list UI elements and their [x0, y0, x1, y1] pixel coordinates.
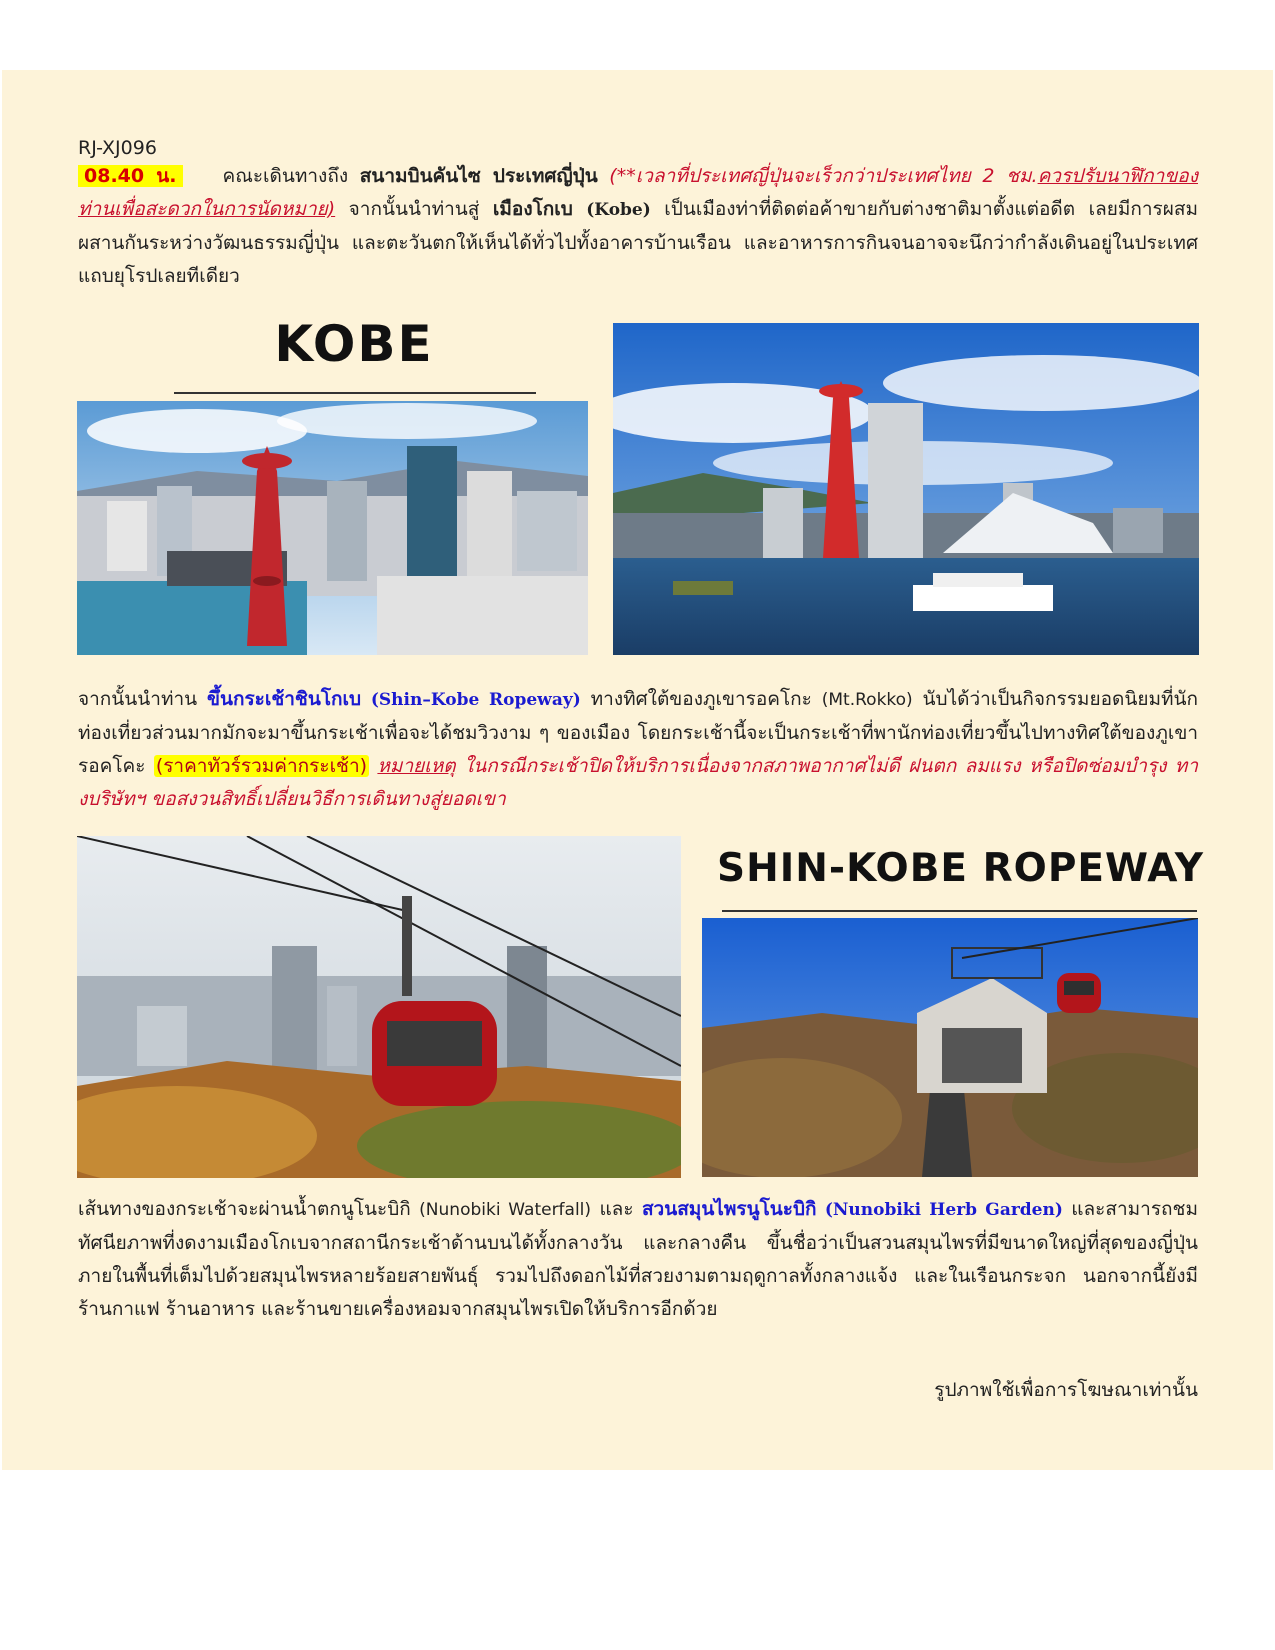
remark-label: หมายเหตุ	[377, 755, 456, 777]
kobe-heading: KOBE	[274, 315, 434, 373]
city-name: เมืองโกเบ	[492, 198, 573, 220]
ropeway-name: ขึ้นกระเช้าชินโกเบ	[206, 688, 362, 710]
ropeway-heading-underline	[722, 910, 1197, 912]
ropeway-gondola-photo	[77, 836, 681, 1178]
kobe-tower-city-photo	[77, 401, 588, 655]
ropeway-heading: SHIN-KOBE ROPEWAY	[717, 846, 1204, 891]
kobe-heading-underline	[174, 392, 536, 394]
airport-name: สนามบินคันไซ ประเทศญี่ปุ่น	[359, 165, 598, 187]
time-badge: 08.40 น.	[78, 165, 183, 187]
tour-code: RJ-XJ096	[78, 137, 157, 159]
kobe-port-photo	[613, 323, 1199, 655]
remark-text: ในกรณีกระเช้าปิดให้บริการเนื่องจากสภาพอากาศไม่ดี ฝนตก ลมแรง หรือปิดซ่อมบำรุง ทางบริษัทฯ ขอสงวนสิทธิ์เปลี่ยนวิธีการเดินทางสู่ยอดเขา	[78, 755, 1198, 810]
watch-adjust-note: ควรปรับนาฬิกาของท่านเพื่อสะดวกในการนัดหมาย)	[78, 165, 1198, 220]
paragraph-herb-garden: เส้นทางของกระเช้าจะผ่านน้ำตกนูโนะบิกิ (Nunobiki Waterfall) และ สวนสมุนไพรนูโนะบิกิ (Nunobiki Herb Garden) และสามารถชมทัศนียภาพที่งดงามเมืองโกเบจากสถานีกระเช้าด้านบนได้ทั้งกลางวัน และกลางคืน ขึ้นชื่อว่าเป็นสวนสมุนไพรที่มีขนาดใหญ่ที่สุดของญี่ปุ่น ภายในพื้นที่เต็มไปด้วยสมุนไพรหลายร้อยสายพันธุ์ รวมไปถึงดอกไม้ที่สวยงามตามฤดูกาลทั้งกลางแจ้ง และในเรือนกระจก นอกจากนี้ยังมีร้านกาแฟ ร้านอาหาร และร้านขายเครื่องหอมจากสมุนไพรเปิดให้บริการอีกด้วย	[78, 1198, 1198, 1320]
price-included-note: (ราคาทัวร์รวมค่ากระเช้า)	[155, 755, 368, 777]
herb-garden-name: สวนสมุนไพรนูโนะบิกิ	[641, 1198, 817, 1220]
paragraph-ropeway: จากนั้นนำท่าน ขึ้นกระเช้าชินโกเบ (Shin–Kobe Ropeway) ทางทิศใต้ของภูเขารอคโกะ (Mt.Rokko) นับได้ว่าเป็นกิจกรรมยอดนิยมที่นักท่องเที่ยวส่วนมากมักจะมาขึ้นกระเช้าเพื่อจะได้ชมวิวงาม ๆ ของเมือง โดยกระเช้านี้จะเป็นกระเช้าที่พานักท่องเที่ยวขึ้นไปทางทิศใต้ของภูเขารอคโคะ (ราคาทัวร์รวมค่ากระเช้า) หมายเหตุ ในกรณีกระเช้าปิดให้บริการเนื่องจากสภาพอากาศไม่ดี ฝนตก ลมแรง หรือปิดซ่อมบำรุง ทางบริษัทฯ ขอสงวนสิทธิ์เปลี่ยนวิธีการเดินทางสู่ยอดเขา	[78, 688, 1198, 810]
paragraph-arrival: 08.40 น. คณะเดินทางถึง สนามบินคันไซ ประเทศญี่ปุ่น (**เวลาที่ประเทศญี่ปุ่นจะเร็วกว่าประเทศไทย 2 ชม.ควรปรับนาฬิกาของท่านเพื่อสะดวกในการนัดหมาย) จากนั้นนำท่านสู่ เมืองโกเบ (Kobe) เป็นเมืองท่าที่ติดต่อค้าขายกับต่างชาติมาตั้งแต่อดีต เลยมีการผสมผสานกันระหว่างวัฒนธรรมญี่ปุ่น และตะวันตกให้เห็นได้ทั่วไปทั้งอาคารบ้านเรือน และอาหารการกินจนอาจจะนึกว่ากำลังเดินอยู่ในประเทศแถบยุโรปเลยทีเดียว	[78, 165, 1198, 287]
time-difference-note: (**เวลาที่ประเทศญี่ปุ่นจะเร็วกว่าประเทศไทย 2 ชม.	[597, 165, 1038, 187]
ropeway-station-photo	[702, 918, 1198, 1177]
advertising-disclaimer: รูปภาพใช้เพื่อการโฆษณาเท่านั้น	[934, 1379, 1198, 1401]
